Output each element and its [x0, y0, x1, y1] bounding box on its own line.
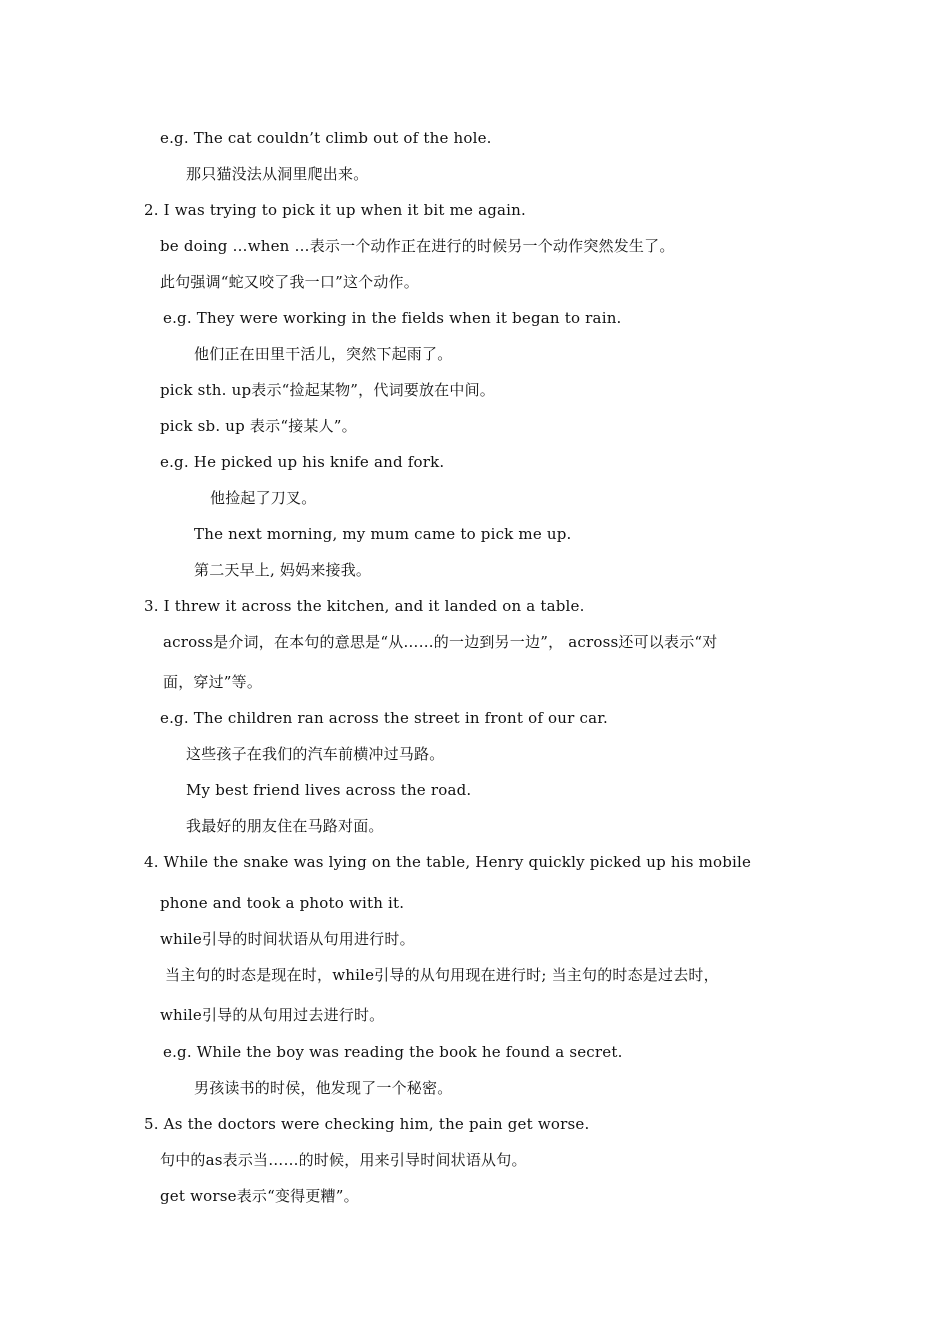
explanation-line: 此句强调“蛇又咬了我一口”这个动作。 [160, 273, 419, 291]
explanation-line: be doing …when …表示一个动作正在进行的时候另一个动作突然发生了。 [160, 237, 675, 255]
translation-line: 这些孩子在我们的汽车前横冲过马路。 [186, 745, 445, 763]
example-line: e.g. He picked up his knife and fork. [160, 453, 445, 471]
explanation-line: 句中的as表示当……的时候，用来引导时间状语从句。 [160, 1151, 527, 1169]
example-line: My best friend lives across the road. [186, 781, 472, 799]
example-line: e.g. The children ran across the street in front of our car. [160, 709, 608, 727]
example-line: e.g. The cat couldn’t climb out of the hole. [160, 129, 492, 147]
sentence-heading: 3. I threw it across the kitchen, and it landed on a table. [144, 597, 585, 615]
sentence-heading: 2. I was trying to pick it up when it bit me again. [144, 201, 527, 219]
explanation-line: across是介词，在本句的意思是“从……的一边到另一边”， across还可以表示“对 [163, 633, 718, 651]
explanation-line: 当主句的时态是现在时，while引导的从句用现在进行时; 当主句的时态是过去时， [165, 966, 719, 984]
translation-line: 我最好的朋友住在马路对面。 [186, 817, 384, 835]
explanation-line: 面，穿过”等。 [163, 673, 263, 691]
explanation-line: get worse表示“变得更糟”。 [160, 1187, 359, 1205]
example-line: The next morning, my mum came to pick me up. [194, 525, 572, 543]
translation-line: 男孩读书的时侯，他发现了一个秘密。 [194, 1079, 453, 1097]
explanation-line: pick sth. up表示“捡起某物”，代词要放在中间。 [160, 381, 495, 399]
translation-line: 那只猫没法从洞里爬出来。 [186, 165, 369, 183]
example-line: e.g. They were working in the fields when it began to rain. [163, 309, 622, 327]
sentence-heading: 5. As the doctors were checking him, the pain get worse. [144, 1115, 590, 1133]
translation-line: 他捡起了刀叉。 [210, 489, 317, 507]
explanation-line: while引导的从句用过去进行时。 [160, 1006, 385, 1024]
translation-line: 他们正在田里干活儿，突然下起雨了。 [194, 345, 453, 363]
example-line: e.g. While the boy was reading the book he found a secret. [163, 1043, 623, 1061]
sentence-heading: 4. While the snake was lying on the table, Henry quickly picked up his mobile [144, 853, 752, 871]
sentence-heading-continued: phone and took a photo with it. [160, 894, 405, 912]
translation-line: 第二天早上, 妈妈来接我。 [194, 561, 372, 579]
explanation-line: pick sb. up 表示“接某人”。 [160, 417, 357, 435]
explanation-line: while引导的时间状语从句用进行时。 [160, 930, 415, 948]
